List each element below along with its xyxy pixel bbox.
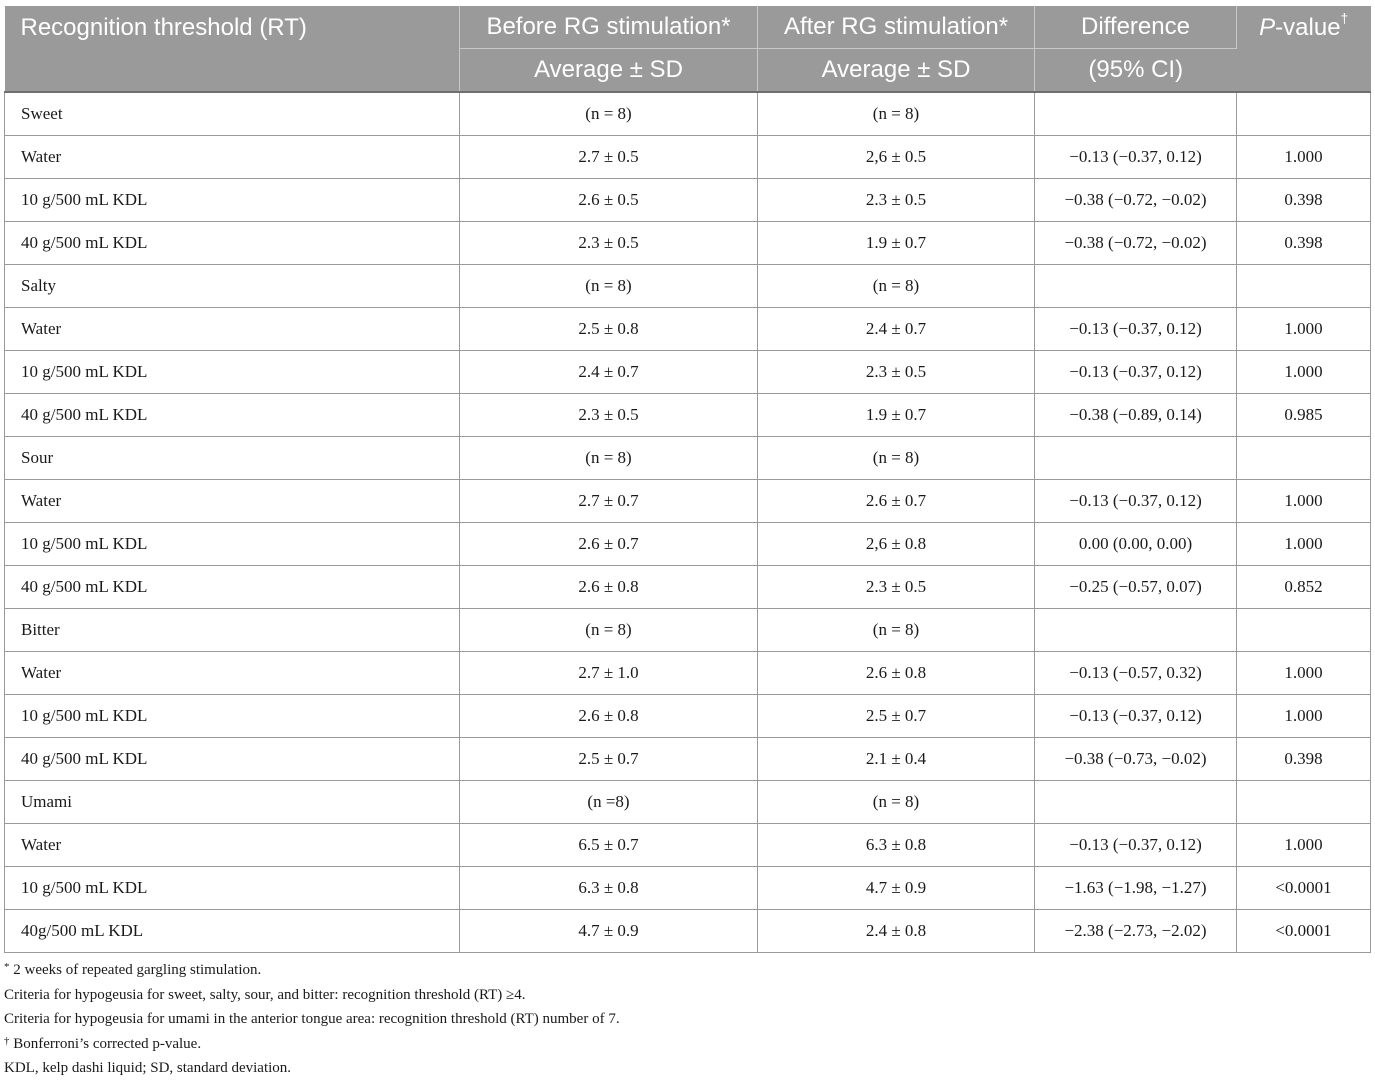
cell-p-value xyxy=(1237,609,1371,652)
cell-before: 2.6 ± 0.5 xyxy=(460,179,758,222)
cell-difference xyxy=(1035,781,1237,824)
cell-difference: −0.13 (−0.37, 0.12) xyxy=(1035,136,1237,179)
cell-p-value: 0.398 xyxy=(1237,222,1371,265)
header-before-stimulation: Before RG stimulation* xyxy=(460,6,758,49)
cell-after: 2.4 ± 0.8 xyxy=(758,910,1035,953)
header-recognition-threshold: Recognition threshold (RT) xyxy=(5,6,460,92)
table-row xyxy=(5,781,1371,824)
cell-after: 2.6 ± 0.7 xyxy=(758,480,1035,523)
cell-difference xyxy=(1035,609,1237,652)
cell-before: (n = 8) xyxy=(460,265,758,308)
cell-after: 2.3 ± 0.5 xyxy=(758,566,1035,609)
cell-difference: −0.38 (−0.73, −0.02) xyxy=(1035,738,1237,781)
table-row xyxy=(5,136,1371,179)
cell-before: 2.5 ± 0.8 xyxy=(460,308,758,351)
cell-before: (n =8) xyxy=(460,781,758,824)
cell-before: 2.6 ± 0.8 xyxy=(460,566,758,609)
cell-label: Umami xyxy=(5,781,460,824)
cell-label: Bitter xyxy=(5,609,460,652)
header-ci: (95% CI) xyxy=(1035,49,1237,93)
table-row xyxy=(5,609,1371,652)
table-body xyxy=(5,92,1371,953)
table-row xyxy=(5,910,1371,953)
table-row xyxy=(5,652,1371,695)
footnote-criteria-umami: Criteria for hypogeusia for umami in the anterior tongue area: recognition threshold (RT) number of 7. xyxy=(4,1011,620,1027)
cell-difference xyxy=(1035,92,1237,136)
cell-label: 10 g/500 mL KDL xyxy=(5,867,460,910)
header-difference: Difference xyxy=(1035,6,1237,49)
cell-label: Water xyxy=(5,824,460,867)
cell-before: 4.7 ± 0.9 xyxy=(460,910,758,953)
table-row xyxy=(5,92,1371,136)
cell-before: 2.4 ± 0.7 xyxy=(460,351,758,394)
table-row xyxy=(5,480,1371,523)
cell-after: 2,6 ± 0.5 xyxy=(758,136,1035,179)
cell-p-value xyxy=(1237,265,1371,308)
cell-after: (n = 8) xyxy=(758,437,1035,480)
cell-after: 2.3 ± 0.5 xyxy=(758,351,1035,394)
cell-before: 2.5 ± 0.7 xyxy=(460,738,758,781)
cell-label: 40 g/500 mL KDL xyxy=(5,394,460,437)
cell-after: (n = 8) xyxy=(758,265,1035,308)
cell-p-value: 1.000 xyxy=(1237,308,1371,351)
cell-before: (n = 8) xyxy=(460,437,758,480)
cell-label: Sour xyxy=(5,437,460,480)
cell-after: 4.7 ± 0.9 xyxy=(758,867,1035,910)
cell-difference: −1.63 (−1.98, −1.27) xyxy=(1035,867,1237,910)
cell-label: 10 g/500 mL KDL xyxy=(5,523,460,566)
table-row xyxy=(5,437,1371,480)
cell-p-value: <0.0001 xyxy=(1237,867,1371,910)
results-table-container xyxy=(4,6,1370,953)
cell-difference: −0.13 (−0.37, 0.12) xyxy=(1035,824,1237,867)
cell-label: Salty xyxy=(5,265,460,308)
cell-after: 2.6 ± 0.8 xyxy=(758,652,1035,695)
table-row xyxy=(5,824,1371,867)
cell-label: 10 g/500 mL KDL xyxy=(5,695,460,738)
cell-before: 6.5 ± 0.7 xyxy=(460,824,758,867)
cell-difference: −2.38 (−2.73, −2.02) xyxy=(1035,910,1237,953)
cell-before: 2.7 ± 1.0 xyxy=(460,652,758,695)
table-row xyxy=(5,222,1371,265)
cell-label: Water xyxy=(5,308,460,351)
cell-p-value: 1.000 xyxy=(1237,351,1371,394)
cell-p-value xyxy=(1237,781,1371,824)
cell-label: Water xyxy=(5,652,460,695)
cell-p-value: 1.000 xyxy=(1237,652,1371,695)
cell-difference: −0.38 (−0.89, 0.14) xyxy=(1035,394,1237,437)
cell-after: 2,6 ± 0.8 xyxy=(758,523,1035,566)
cell-difference: −0.38 (−0.72, −0.02) xyxy=(1035,179,1237,222)
cell-difference: −0.13 (−0.37, 0.12) xyxy=(1035,308,1237,351)
cell-p-value: 0.398 xyxy=(1237,179,1371,222)
table-row xyxy=(5,695,1371,738)
header-p-letter: P xyxy=(1259,14,1276,41)
footnote-dagger: † Bonferroni’s corrected p-value. xyxy=(4,1034,202,1052)
cell-before: 2.3 ± 0.5 xyxy=(460,222,758,265)
table-row xyxy=(5,867,1371,910)
cell-before: 2.7 ± 0.5 xyxy=(460,136,758,179)
cell-difference: −0.13 (−0.57, 0.32) xyxy=(1035,652,1237,695)
cell-after: 6.3 ± 0.8 xyxy=(758,824,1035,867)
footnote-abbreviations: KDL, kelp dashi liquid; SD, standard deviation. xyxy=(4,1060,292,1076)
cell-label: 40g/500 mL KDL xyxy=(5,910,460,953)
cell-label: Sweet xyxy=(5,92,460,136)
cell-before: 2.6 ± 0.7 xyxy=(460,523,758,566)
cell-after: (n = 8) xyxy=(758,781,1035,824)
cell-difference: 0.00 (0.00, 0.00) xyxy=(1035,523,1237,566)
cell-p-value: 1.000 xyxy=(1237,480,1371,523)
header-p-dagger: † xyxy=(1340,10,1349,26)
cell-p-value xyxy=(1237,437,1371,480)
cell-before: 2.7 ± 0.7 xyxy=(460,480,758,523)
cell-difference: −0.13 (−0.37, 0.12) xyxy=(1035,695,1237,738)
table-row xyxy=(5,265,1371,308)
cell-label: 10 g/500 mL KDL xyxy=(5,179,460,222)
cell-label: Water xyxy=(5,480,460,523)
cell-p-value: 1.000 xyxy=(1237,824,1371,867)
cell-after: 2.3 ± 0.5 xyxy=(758,179,1035,222)
cell-difference xyxy=(1035,265,1237,308)
footnote-criteria-basic: Criteria for hypogeusia for sweet, salty, sour, and bitter: recognition threshold (RT) ≥4. xyxy=(4,986,526,1003)
cell-p-value: 1.000 xyxy=(1237,695,1371,738)
cell-after: (n = 8) xyxy=(758,92,1035,136)
cell-after: 2.5 ± 0.7 xyxy=(758,695,1035,738)
cell-difference: −0.13 (−0.37, 0.12) xyxy=(1035,480,1237,523)
table-row xyxy=(5,523,1371,566)
cell-before: 2.6 ± 0.8 xyxy=(460,695,758,738)
cell-p-value: 1.000 xyxy=(1237,136,1371,179)
cell-p-value: 0.398 xyxy=(1237,738,1371,781)
header-after-stimulation: After RG stimulation* xyxy=(758,6,1035,49)
cell-after: 1.9 ± 0.7 xyxy=(758,394,1035,437)
cell-p-value: 0.852 xyxy=(1237,566,1371,609)
cell-p-value: 1.000 xyxy=(1237,523,1371,566)
table-row xyxy=(5,566,1371,609)
cell-label: 40 g/500 mL KDL xyxy=(5,566,460,609)
header-p-rest: -value xyxy=(1275,14,1341,41)
table-footnotes xyxy=(4,958,1364,1081)
cell-label: 40 g/500 mL KDL xyxy=(5,222,460,265)
header-p-value xyxy=(1237,6,1371,92)
cell-label: 10 g/500 mL KDL xyxy=(5,351,460,394)
cell-after: 2.1 ± 0.4 xyxy=(758,738,1035,781)
table-header xyxy=(5,6,1371,92)
cell-difference: −0.13 (−0.37, 0.12) xyxy=(1035,351,1237,394)
cell-label: 40 g/500 mL KDL xyxy=(5,738,460,781)
table-row xyxy=(5,351,1371,394)
cell-before: (n = 8) xyxy=(460,92,758,136)
table-row xyxy=(5,308,1371,351)
cell-difference: −0.38 (−0.72, −0.02) xyxy=(1035,222,1237,265)
cell-after: 1.9 ± 0.7 xyxy=(758,222,1035,265)
recognition-threshold-table xyxy=(4,6,1371,953)
cell-after: 2.4 ± 0.7 xyxy=(758,308,1035,351)
table-row xyxy=(5,394,1371,437)
cell-after: (n = 8) xyxy=(758,609,1035,652)
table-row xyxy=(5,179,1371,222)
cell-p-value: <0.0001 xyxy=(1237,910,1371,953)
cell-difference: −0.25 (−0.57, 0.07) xyxy=(1035,566,1237,609)
cell-p-value: 0.985 xyxy=(1237,394,1371,437)
cell-difference xyxy=(1035,437,1237,480)
cell-before: 6.3 ± 0.8 xyxy=(460,867,758,910)
footnote-asterisk: * 2 weeks of repeated gargling stimulation. xyxy=(4,961,262,978)
cell-before: 2.3 ± 0.5 xyxy=(460,394,758,437)
header-after-average-sd: Average ± SD xyxy=(758,49,1035,93)
table-row xyxy=(5,738,1371,781)
cell-p-value xyxy=(1237,92,1371,136)
header-before-average-sd: Average ± SD xyxy=(460,49,758,93)
cell-label: Water xyxy=(5,136,460,179)
cell-before: (n = 8) xyxy=(460,609,758,652)
